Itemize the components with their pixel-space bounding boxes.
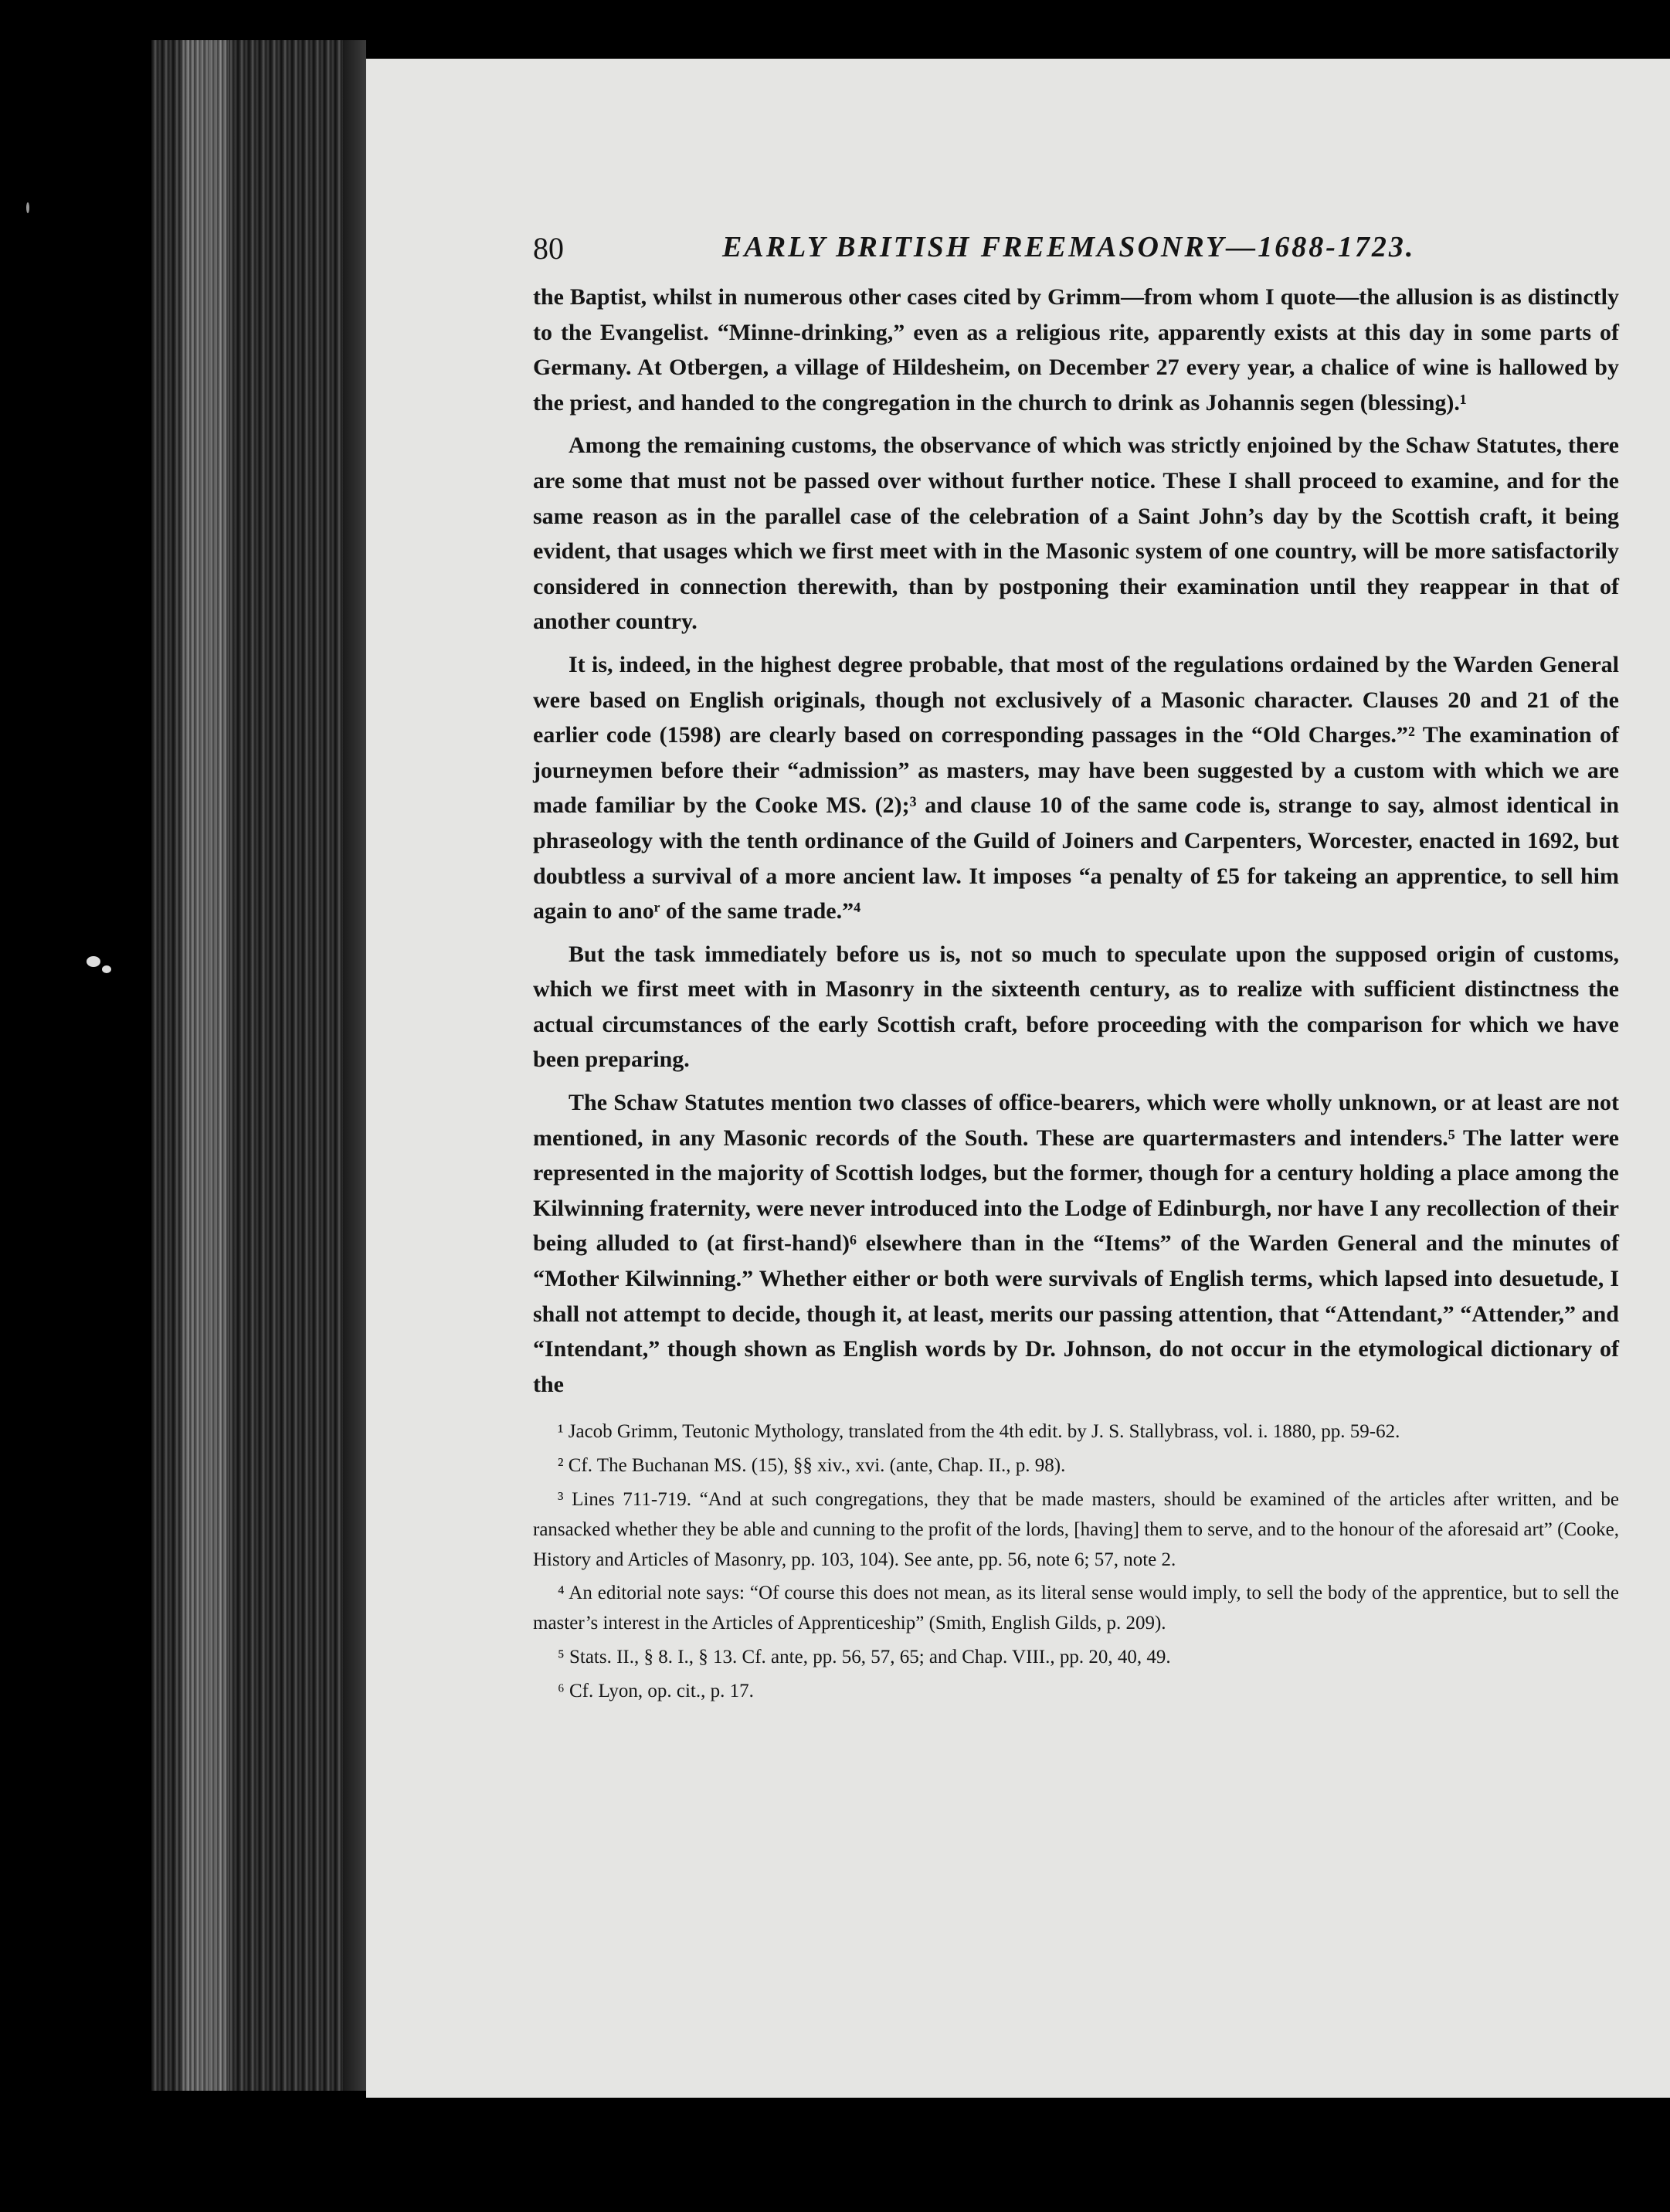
footnote: ¹ Jacob Grimm, Teutonic Mythology, translated from the 4th edit. by J. S. Stallybrass, vol. i. 1880, pp. 59-62.: [558, 1421, 1400, 1443]
page-content: [533, 230, 1619, 1711]
paragraph: The Schaw Statutes mention two classes of office-bearers, which were wholly unknown, or at least are not mentioned, in any Masonic records of the South. These are quartermasters and intenders.⁵ The latter were represented in the majority of Scottish lodges, but the former, though for a century holding a place among the Kilwinning fraternity, were never introduced into the Lodge of Edinburgh, nor have I any recollection of their being alluded to (at first-hand)⁶ elsewhere than in the “Items” of the Warden General and the minutes of “Mother Kilwinning.” Whether either or both were survivals of English terms, which lapsed into desuetude, I shall not attempt to decide, though it, at least, merits our passing attention, that “Attendant,” “Attender,” and “Intendant,” though shown as English words by Dr. Johnson, do not occur in the etymological dictionary of the: [533, 1090, 1619, 1397]
running-title: EARLY BRITISH FREEMASONRY—1688-1723.: [722, 231, 1416, 263]
paragraph: Among the remaining customs, the observance of which was strictly enjoined by the Schaw Statutes, there are some that must not be passed over without further notice. These I shall proceed to examine, and for the same reason as in the parallel case of the celebration of a Saint John’s day by the Scottish craft, it being evident, that usages which we first meet with in the Masonic system of one country, will be more satisfactorily considered in connection therewith, than by postponing their examination until they reappear in that of another country.: [533, 433, 1619, 635]
paragraph: It is, indeed, in the highest degree probable, that most of the regulations ordained by the Warden General were based on English originals, though not exclusively of a Masonic character. Clauses 20 and 21 of the earlier code (1598) are clearly based on corresponding passages in the “Old Charges.”² The examination of journeymen before their “admission” as masters, may have been suggested by a custom with which we are made familiar by the Cooke MS. (2);³ and clause 10 of the same code is, strange to say, almost identical in phraseology with the tenth ordinance of the Guild of Joiners and Carpenters, Worcester, enacted in 1692, but doubtless a survival of a more ancient law. It imposes “a penalty of £5 for takeing an apprentice, to sell him again to anoʳ of the same trade.”⁴: [533, 651, 1619, 924]
footnotes: [533, 1417, 1619, 1706]
footnote: ² Cf. The Buchanan MS. (15), §§ xiv., xvi. (ante, Chap. II., p. 98).: [558, 1455, 1066, 1477]
dust-speck: [26, 202, 29, 213]
book-page-edges: [151, 40, 366, 2091]
footnote: ⁵ Stats. II., § 8. I., § 13. Cf. ante, pp. 56, 57, 65; and Chap. VIII., pp. 20, 40, 49.: [558, 1646, 1171, 1667]
dust-speck: [102, 965, 111, 973]
footnote: ⁴ An editorial note says: “Of course this does not mean, as its literal sense would imply, to sell the body of the apprentice, but to sell the master’s interest in the Articles of Apprenticeship” (Smith, English Gilds, p. 209).: [533, 1583, 1619, 1634]
book-page: [366, 59, 1670, 2098]
dust-speck: [87, 956, 100, 967]
paragraph: But the task immediately before us is, not so much to speculate upon the supposed origin of customs, which we first meet with in Masonry in the sixteenth century, as to realize with sufficient distinctness the actual circumstances of the early Scottish craft, before proceeding with the comparison for which we have been preparing.: [533, 941, 1619, 1073]
footnote: ³ Lines 711-719. “And at such congregations, they that be made masters, should be examined of the articles after written, and be ransacked whether they be able and cunning to the profit of the lords, [having] them to serve, and to the honour of the aforesaid art” (Cooke, History and Articles of Masonry, pp. 103, 104). See ante, pp. 56, note 6; 57, note 2.: [533, 1489, 1619, 1570]
paragraph: the Baptist, whilst in numerous other cases cited by Grimm—from whom I quote—the allusion is as distinctly to the Evangelist. “Minne-drinking,” even as a religious rite, apparently exists at this day in some parts of Germany. At Otbergen, a village of Hildesheim, on December 27 every year, a chalice of wine is hallowed by the priest, and handed to the congregation in the church to drink as Johannis segen (blessing).¹: [533, 284, 1619, 416]
body-text: [533, 280, 1619, 1402]
running-head: [533, 230, 1619, 273]
footnote: ⁶ Cf. Lyon, op. cit., p. 17.: [558, 1680, 754, 1701]
page-number: 80: [533, 231, 564, 266]
